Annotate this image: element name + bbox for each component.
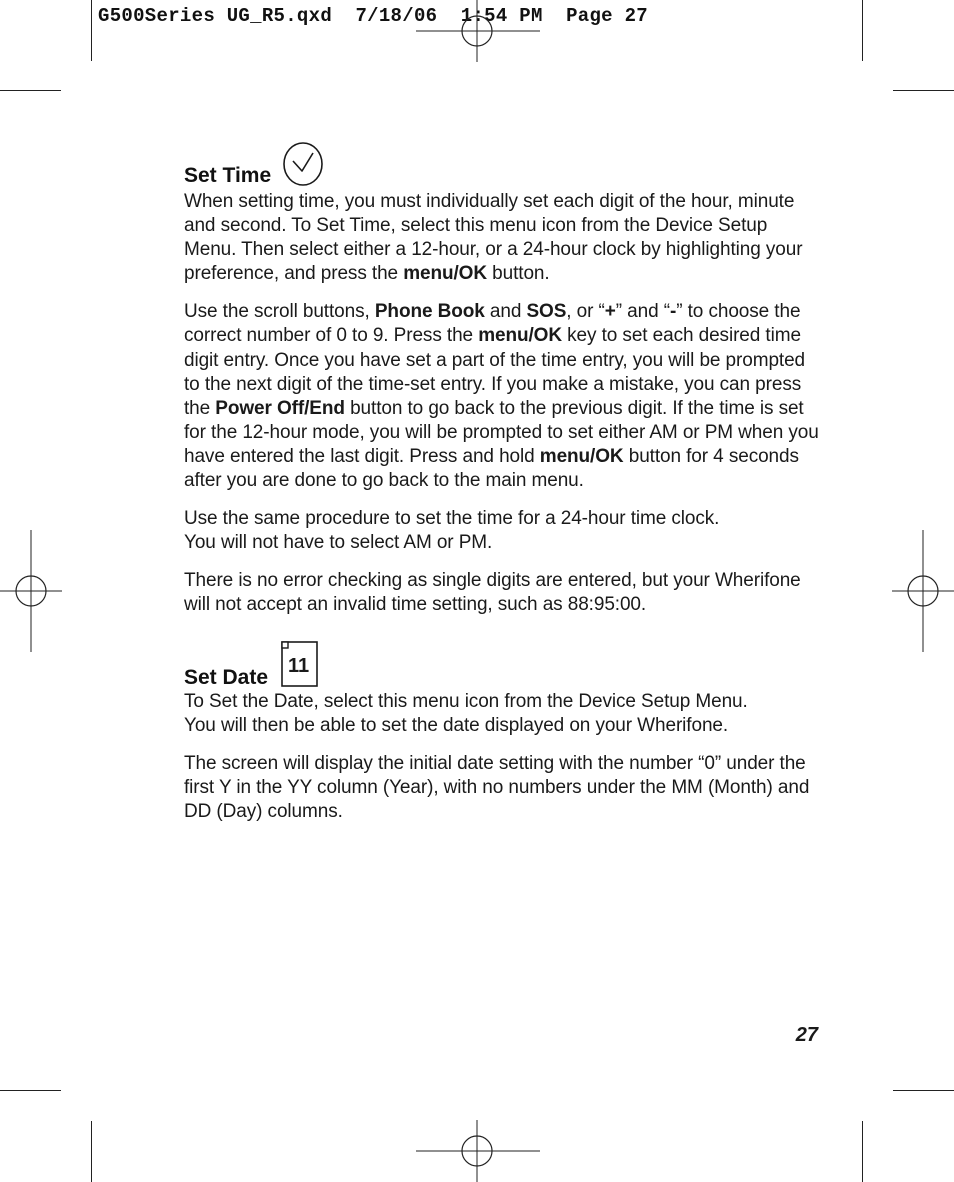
crop-mark	[862, 1121, 863, 1182]
set-date-body	[184, 690, 824, 824]
set-date-paragraph: The screen will display the initial date setting with the number “0” under the first Y in the YY column (Year), with no numbers under the MM (Month) and DD (Day) columns.	[184, 752, 810, 822]
registration-mark-bottom	[416, 1120, 540, 1182]
crop-mark	[893, 90, 954, 91]
print-slug: G500Series UG_R5.qxd 7/18/06 1:54 PM Page 27	[98, 5, 648, 27]
page-number: 27	[795, 1024, 818, 1046]
set-date-heading	[184, 640, 824, 690]
set-date-paragraph: To Set the Date, select this menu icon from the Device Setup Menu. You will then be able to set the date displayed on your Wherifone.	[184, 690, 748, 736]
set-time-paragraph: Use the scroll buttons, Phone Book and SOS, or “+” and “-” to choose the correct number of 0 to 9. Press the menu/OK key to set each desired time digit entry. Once you have set a part of the time entry, you will be prompted to the next digit of the time-set entry. If you make a mistake, you can press the Power Off/End button to go back to the previous digit. If the time is set for the 12-hour mode, you will be prompted to set either AM or PM when you have entered the last digit. Press and hold menu/OK button for 4 seconds after you are done to go back to the main menu.	[184, 301, 819, 492]
set-time-title: Set Time	[184, 164, 272, 187]
set-time-body	[184, 190, 824, 618]
crop-mark	[862, 0, 863, 61]
set-time-heading	[184, 140, 824, 188]
calendar-icon	[280, 640, 320, 690]
crop-mark	[0, 1090, 61, 1091]
crop-mark	[91, 1121, 92, 1182]
registration-mark-right	[892, 530, 954, 652]
registration-mark-top	[416, 0, 540, 62]
crop-mark	[0, 90, 61, 91]
registration-mark-left	[0, 530, 62, 652]
calendar-icon-label: 11	[288, 654, 310, 677]
page-content	[184, 140, 824, 824]
set-time-paragraph: There is no error checking as single digits are entered, but your Wherifone will not accept an invalid time setting, such as 88:95:00.	[184, 570, 801, 616]
crop-mark	[91, 0, 92, 61]
set-time-paragraph: When setting time, you must individually set each digit of the hour, minute and second. To Set Time, select this menu icon from the Device Setup Menu. Then select either a 12-hour, or a 24-hour clock by highlighting your preference, and press the menu/OK button.	[184, 191, 803, 285]
crop-mark	[893, 1090, 954, 1091]
clock-icon	[283, 140, 325, 188]
set-time-paragraph: Use the same procedure to set the time for a 24-hour time clock. You will not have to select AM or PM.	[184, 508, 720, 554]
set-date-title: Set Date	[184, 665, 269, 689]
